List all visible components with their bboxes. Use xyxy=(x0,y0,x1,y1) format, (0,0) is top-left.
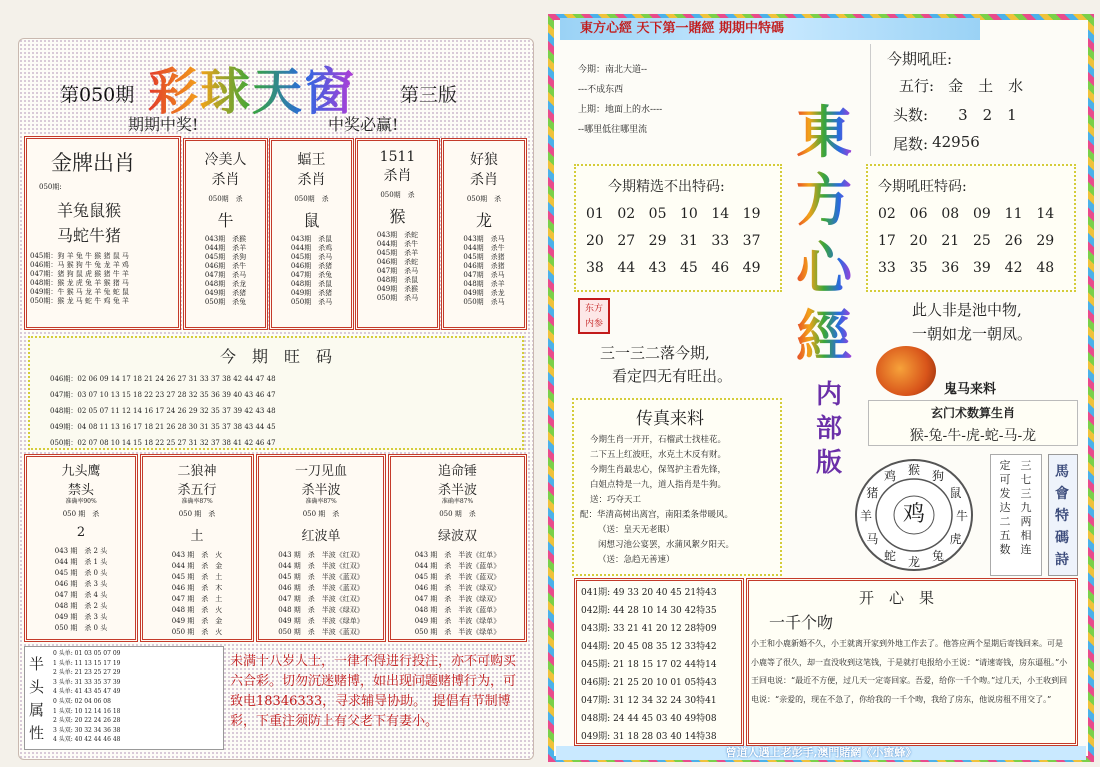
bottom-row: 043 期 杀 火 xyxy=(171,551,223,559)
kill-row: 049期 杀猪 xyxy=(204,289,247,297)
slogan-2: 中奖必赢! xyxy=(328,115,399,134)
seal-box xyxy=(1048,454,1078,576)
logo-char: 東方心經 xyxy=(796,101,852,370)
bottom-big: 2 xyxy=(76,525,86,540)
chuanzhen-line: （送：急趋无善速） xyxy=(598,555,675,565)
feichi-box xyxy=(912,298,1032,346)
bottom-row: 050 期 杀 火 xyxy=(171,628,223,636)
zodiac-ring-sign: 蛇 xyxy=(883,548,896,563)
jingxuan-number: 43 xyxy=(648,260,667,276)
bottom-header: 050 期 杀 xyxy=(439,510,476,518)
zodiac-ring-sign: 鸡 xyxy=(883,469,896,484)
bottom-row: 050 期 杀 0 头 xyxy=(54,624,108,632)
jingxuan-title: 今期精选不出特码: xyxy=(608,179,725,195)
jingxuan-number: 01 xyxy=(586,206,604,222)
kaixin-title: 开 心 果 xyxy=(859,589,935,607)
kill-title: 冷美人 xyxy=(204,152,247,168)
houwang-number: 17 xyxy=(878,233,896,249)
jinpai-row: 045期：狗 羊 兔 牛 猴 猪 鼠 马 xyxy=(30,252,129,260)
chuanzhen-line: 配：华清高树出离宫，南阳柔条带暖风。 xyxy=(580,510,734,520)
kill-row: 049期 杀龙 xyxy=(463,289,505,297)
houwang-number: 09 xyxy=(972,206,991,222)
bottom-row: 049 期 杀 半波《绿单》 xyxy=(414,617,501,625)
jingxuan-number: 20 xyxy=(586,233,604,249)
bottom-row: 047 期 杀 半波《红双》 xyxy=(278,595,364,603)
houwang-number: 42 xyxy=(1004,260,1023,276)
kill-row: 049期 杀猪 xyxy=(290,289,333,297)
kill-row: 046期 杀猪 xyxy=(290,262,333,270)
chuanzhen-line: 白姐点特是一九，道人指肖是牛狗。 xyxy=(590,480,727,490)
kill-panel-fuwang xyxy=(269,138,354,330)
kaixin-story-title: 一千个吻 xyxy=(769,613,834,632)
kaixin-text: 小王和小鹿新婚不久，小王就离开家到外地工作去了。他答应两个星期后寄钱回来。可是小鹿等了很久，却一直没收到这笔钱，于是就打电报给小王说：“请速寄钱，房东逼租。”小王回电说：“最近不方便，过几天一定寄回家。吾爱，给你一千个吻。”过几天，小王收到回电说：“亲爱的，现在不急了，你给我的一千个吻，我给了房东，他说房租不用交了。” xyxy=(751,639,1068,704)
jingxuan-number: 38 xyxy=(586,260,604,276)
kill-sub: 杀肖 xyxy=(297,172,326,188)
jinpai-title: 金牌出肖 xyxy=(51,151,135,175)
bottom-panel-yidaojianxue xyxy=(256,454,386,642)
kill-row: 050期 杀马 xyxy=(290,298,333,306)
bottom-row: 045 期 杀 0 头 xyxy=(54,569,108,577)
kill-row: 047期 杀马 xyxy=(463,271,505,279)
kill-row: 043期 杀鼠 xyxy=(290,235,333,243)
xuanmen-list: 猴-兔-牛-虎-蛇-马-龙 xyxy=(909,428,1037,444)
bottom-row: 048 期 杀 2 头 xyxy=(54,602,108,610)
kill-row: 046期 杀蛇 xyxy=(376,258,419,266)
wangma-row: 050期：02 07 08 10 14 15 18 22 25 27 31 32 37 38 41 42 46 47 xyxy=(50,439,276,447)
kill-big: 猴 xyxy=(389,207,406,226)
shuxing-row: 4 头单: 41 43 45 47 49 xyxy=(53,688,121,696)
kill-row: 047期 杀马 xyxy=(376,267,419,275)
bottom-accuracy: 准确率87% xyxy=(441,498,474,505)
kill-header: 050期 杀 xyxy=(294,195,329,203)
kill-row: 050期 杀马 xyxy=(376,294,419,302)
banner-text: 東方心經 天下第一賭經 期期中特碼 xyxy=(580,21,785,36)
houwang-grid xyxy=(878,206,1068,276)
bottom-row: 050 期 杀 半波《绿单》 xyxy=(414,628,501,636)
riddle-box xyxy=(578,60,738,152)
verse-line: 定可发达二五数 xyxy=(999,459,1011,556)
houwang-number: 39 xyxy=(972,260,991,276)
bottom-accuracy: 准确率90% xyxy=(65,498,97,505)
houwang-panel xyxy=(866,164,1076,292)
footer-bar xyxy=(556,746,1086,760)
kill-row: 047期 杀马 xyxy=(204,271,247,279)
jingxuan-number: 46 xyxy=(711,260,730,276)
kill-title: 好狼 xyxy=(470,152,498,168)
jingxuan-number: 27 xyxy=(617,233,636,249)
slogan-1: 期期中奖! xyxy=(128,115,199,134)
bottom-row: 044 期 杀 半波《蓝单》 xyxy=(414,562,501,570)
kill-row: 045期 杀狗 xyxy=(204,253,247,261)
houwang-number: 08 xyxy=(941,206,960,222)
bottom-row: 047 期 杀 4 头 xyxy=(54,591,108,599)
kill-row: 043期 杀猴 xyxy=(204,235,247,243)
xuanwang-box xyxy=(870,44,1080,156)
wangma-panel xyxy=(28,336,524,450)
notice-text: 未满十八岁人士，一律不得进行投注，亦不可购买六合彩。切勿沉迷赌博，如出现问题赌博行为，可致电18346333，寻求辅导协助。 提倡有节制博彩，下重注须防上有父老下有妻小。 xyxy=(230,654,517,729)
shuxing-row: 0 头双: 02 04 06 08 xyxy=(53,697,111,705)
history-row: 048期: 24 44 45 03 40 49特08 xyxy=(581,714,717,724)
bottom-row: 043 期 杀 半波《红单》 xyxy=(414,551,501,559)
jinpai-row: 050期：猴 龙 马 蛇 牛 鸡 兔 羊 xyxy=(30,297,129,305)
kill-row: 050期 杀兔 xyxy=(204,298,247,306)
bottom-row: 047 期 杀 土 xyxy=(171,595,223,603)
jingxuan-number: 14 xyxy=(711,206,730,222)
riddle-line: ---不成东西 xyxy=(578,85,624,95)
riddle-line: 上期：地面上的水---- xyxy=(578,105,663,115)
bottom-big: 土 xyxy=(190,529,204,544)
kill-row: 047期 杀兔 xyxy=(290,271,333,279)
guima-label: 鬼马来料 xyxy=(944,382,997,397)
houwang-number: 35 xyxy=(909,260,928,276)
kill-title: 蝠王 xyxy=(297,152,326,168)
jingxuan-number: 37 xyxy=(742,233,761,249)
bottom-row: 049 期 杀 半波《绿单》 xyxy=(278,617,364,625)
bottom-row: 046 期 杀 3 头 xyxy=(54,580,108,588)
history-panel xyxy=(574,578,744,746)
bottom-header: 050 期 杀 xyxy=(302,510,340,518)
bottom-row: 048 期 杀 半波《蓝单》 xyxy=(414,606,501,614)
bottom-row: 048 期 杀 火 xyxy=(171,606,223,614)
kill-header: 050期 杀 xyxy=(208,195,243,203)
sanyi-line: 三一三二落今期, xyxy=(600,344,710,362)
seal-text: 馬會特碼詩 xyxy=(1055,464,1069,568)
jingxuan-number: 49 xyxy=(742,260,761,276)
houwang-number: 26 xyxy=(1004,233,1023,249)
history-row: 041期: 49 33 20 40 45 21特43 xyxy=(581,588,717,598)
feichi-line: 一朝如龙一朝凤。 xyxy=(912,325,1033,343)
wangma-row: 048期：02 05 07 11 12 14 16 17 24 26 29 32 35 37 39 42 43 48 xyxy=(50,407,276,415)
wuxing-label: 五行: xyxy=(899,77,935,95)
bottom-row: 049 期 杀 金 xyxy=(171,617,223,625)
bottom-row: 050 期 杀 半波《蓝双》 xyxy=(278,628,364,636)
houwang-number: 20 xyxy=(909,233,928,249)
top-banner xyxy=(560,18,980,40)
bottom-row: 044 期 杀 金 xyxy=(171,562,223,570)
jingxuan-number: 45 xyxy=(680,260,698,276)
houwang-number: 29 xyxy=(1036,233,1055,249)
kill-row: 045期 杀羊 xyxy=(376,249,419,257)
sanyi-line: 看定四无有旺出。 xyxy=(612,367,733,385)
riddle-line: 今期：南北大道-- xyxy=(578,65,648,75)
zodiac-ring-sign: 牛 xyxy=(955,509,968,523)
kill-row: 048期 杀羊 xyxy=(463,280,505,288)
zodiac-ring-sign: 龙 xyxy=(907,555,920,569)
wangma-row: 049期：04 08 11 13 16 17 18 21 26 28 30 31 35 37 38 43 44 45 xyxy=(50,423,276,431)
jinpai-row: 049期：牛 猴 马 龙 羊 兔 蛇 鼠 xyxy=(30,288,129,296)
zodiac-ring-sign: 猴 xyxy=(907,463,920,477)
feichi-line: 此人非是池中物, xyxy=(912,301,1022,319)
history-row: 044期: 20 45 08 35 12 33特42 xyxy=(581,642,717,652)
tiger-icon xyxy=(876,346,936,396)
bottom-row: 044 期 杀 半波《红双》 xyxy=(278,562,364,570)
kill-row: 044期 杀鸡 xyxy=(290,244,333,252)
wangma-row: 046期：02 06 09 14 17 18 21 24 26 27 31 33 37 38 42 44 47 48 xyxy=(50,375,276,383)
history-row: 042期: 44 28 10 14 30 42特35 xyxy=(581,606,717,616)
wuxing-value: 金 土 水 xyxy=(948,77,1024,95)
bottom-row: 044 期 杀 1 头 xyxy=(54,558,108,566)
jinpai-row: 048期：猴 龙 虎 兔 羊 猴 猪 马 xyxy=(30,279,129,287)
zodiac-center: 鸡 xyxy=(902,502,925,527)
wei-label: 尾数: xyxy=(893,135,929,153)
kill-sub: 杀肖 xyxy=(383,168,412,184)
xuanwang-title: 今期吼旺: xyxy=(887,50,953,68)
stamp-text: 东方内参 xyxy=(584,304,603,329)
chuanzhen-panel xyxy=(572,398,782,576)
history-row: 043期: 33 21 41 20 12 28特09 xyxy=(581,624,717,634)
bottom-sub: 禁头 xyxy=(67,483,94,498)
verse-line: 三七三九两相连 xyxy=(1020,459,1032,556)
bottom-row: 047 期 杀 半波《绿双》 xyxy=(414,595,501,603)
jingxuan-number: 44 xyxy=(617,260,636,276)
bottom-row: 043 期 杀 2 头 xyxy=(54,547,108,555)
chuanzhen-line: 今期生肖最忠心，保驾护主看先锋， xyxy=(590,465,727,475)
zodiac-wheel xyxy=(852,456,976,574)
kill-sub: 杀肖 xyxy=(211,172,240,188)
riddle-line: --哪里低往哪里流 xyxy=(578,125,648,135)
houwang-number: 11 xyxy=(1004,206,1023,222)
shuxing-label: 半头属性 xyxy=(29,655,45,742)
jingxuan-grid xyxy=(586,206,774,276)
bottom-row: 046 期 杀 木 xyxy=(171,584,223,592)
houwang-number: 14 xyxy=(1036,206,1055,222)
shuxing-row: 3 头双: 30 32 34 36 38 xyxy=(53,726,121,734)
kill-row: 050期 杀马 xyxy=(463,298,505,306)
jingxuan-number: 33 xyxy=(711,233,730,249)
bottom-row: 046 期 杀 半波《蓝双》 xyxy=(278,584,364,592)
jinpai-panel xyxy=(24,136,181,330)
kill-row: 044期 杀羊 xyxy=(204,244,247,252)
chuanzhen-line: 闲想习池公宴罢，水蒲风絮夕阳天。 xyxy=(598,540,735,550)
bottom-row: 043 期 杀 半波《红双》 xyxy=(278,551,364,559)
kill-big: 鼠 xyxy=(303,211,320,230)
chuanzhen-line: 二下五上红波旺，水克土木反有财。 xyxy=(590,450,727,460)
houwang-number: 06 xyxy=(909,206,928,222)
bottom-title: 九头鹰 xyxy=(61,464,101,479)
kill-row: 045期 杀马 xyxy=(290,253,333,261)
kill-row: 046期 杀牛 xyxy=(204,262,247,270)
bottom-header: 050 期 杀 xyxy=(62,510,100,518)
jinpai-line-1: 羊兔鼠猴 xyxy=(57,201,122,220)
bottom-big: 红波单 xyxy=(301,529,341,544)
kill-panel-lengmeiren xyxy=(183,138,268,330)
zodiac-ring-sign: 兔 xyxy=(931,548,944,563)
bottom-accuracy: 准确率87% xyxy=(181,498,213,505)
kill-row: 046期 杀猪 xyxy=(463,262,505,270)
jinpai-row: 047期：猪 狗 鼠 虎 猴 猪 牛 羊 xyxy=(30,270,129,278)
kill-row: 048期 杀鼠 xyxy=(376,276,419,284)
kill-row: 049期 杀猴 xyxy=(376,285,419,293)
chuanzhen-line: 送：巧夺天工 xyxy=(590,495,642,505)
jinpai-line-2: 马蛇牛猪 xyxy=(57,226,122,245)
kill-row: 044期 杀牛 xyxy=(376,240,419,248)
zodiac-ring-sign: 虎 xyxy=(949,532,962,546)
shuxing-panel xyxy=(24,646,224,750)
bottom-panel-erlangshen xyxy=(140,454,254,642)
wangma-title: 今 期 旺 码 xyxy=(219,347,332,366)
kill-row: 048期 杀鼠 xyxy=(290,280,333,288)
jingxuan-panel xyxy=(574,164,782,292)
bottom-row: 045 期 杀 半波《蓝双》 xyxy=(414,573,501,581)
tou-value: 3 2 1 xyxy=(958,106,1017,124)
bottom-title: 二狼神 xyxy=(177,464,217,479)
houwang-number: 36 xyxy=(941,260,960,276)
bottom-title: 一刀见血 xyxy=(294,464,347,479)
zodiac-ring-sign: 猪 xyxy=(866,486,879,500)
zodiac-ring-sign: 羊 xyxy=(859,509,872,523)
kill-big: 牛 xyxy=(217,211,234,230)
bottom-sub: 杀五行 xyxy=(177,483,217,498)
stamp xyxy=(578,298,610,334)
bottom-row: 045 期 杀 土 xyxy=(171,573,223,581)
houwang-number: 33 xyxy=(878,260,896,276)
bottom-accuracy: 准确率87% xyxy=(305,498,337,505)
jinpai-issue: 050期: xyxy=(39,183,62,191)
edition-label: 第三版 xyxy=(400,84,458,106)
kill-big: 龙 xyxy=(475,211,492,230)
zodiac-ring-sign: 狗 xyxy=(931,469,944,484)
shuxing-row: 3 头单: 31 33 35 37 39 xyxy=(53,678,121,686)
main-title: 彩球天窗 xyxy=(148,52,356,124)
bottom-header: 050 期 杀 xyxy=(178,510,216,518)
jingxuan-number: 19 xyxy=(742,206,761,222)
shuxing-row: 1 头双: 10 12 14 16 18 xyxy=(53,707,121,715)
kill-title: 1511 xyxy=(379,149,416,165)
history-row: 046期: 21 25 20 10 01 05特43 xyxy=(581,678,717,688)
jingxuan-number: 05 xyxy=(648,206,667,222)
kill-row: 048期 杀龙 xyxy=(204,280,247,288)
chuanzhen-line: 今期生肖一开开，石榴武士找桂花。 xyxy=(590,435,727,445)
xuanmen-box xyxy=(868,400,1078,446)
bottom-row: 045 期 杀 半波《蓝双》 xyxy=(278,573,364,581)
wangma-row: 047期：03 07 10 13 15 18 22 23 27 28 32 35 36 39 40 43 46 47 xyxy=(50,391,276,399)
bottom-row: 046 期 杀 半波《绿双》 xyxy=(414,584,501,592)
xuanmen-title: 玄门术数算生肖 xyxy=(930,406,1015,420)
kill-row: 043期 杀蛇 xyxy=(376,231,419,239)
issue-label: 第050期 xyxy=(60,84,135,106)
houwang-number: 21 xyxy=(941,233,960,249)
shuxing-row: 2 头双: 20 22 24 26 28 xyxy=(53,717,121,725)
kill-row: 044期 杀牛 xyxy=(463,244,505,252)
kill-row: 043期 杀马 xyxy=(463,235,505,243)
houwang-number: 48 xyxy=(1036,260,1055,276)
bottom-big: 绿波双 xyxy=(437,529,477,544)
shuxing-row: 2 头单: 21 23 25 27 29 xyxy=(53,669,121,677)
jingxuan-number: 02 xyxy=(617,206,636,222)
kill-row: 045期 杀猪 xyxy=(463,253,505,261)
bottom-panel-jiutouying xyxy=(24,454,138,642)
jingxuan-number: 29 xyxy=(648,233,667,249)
zodiac-ring-sign: 鼠 xyxy=(949,486,962,500)
bottom-title: 追命锤 xyxy=(437,464,477,479)
kaixin-panel xyxy=(746,578,1078,746)
jinpai-row: 046期：马 猴 狗 牛 兔 龙 羊 鸡 xyxy=(30,261,129,269)
wei-value: 42956 xyxy=(932,133,980,151)
jingxuan-number: 31 xyxy=(680,233,698,249)
history-row: 047期: 31 12 34 32 24 30特41 xyxy=(581,696,717,706)
kill-panel-1511 xyxy=(355,138,440,330)
houwang-number: 02 xyxy=(878,206,896,222)
houwang-title: 今期吼旺特码: xyxy=(878,179,967,195)
jingxuan-number: 10 xyxy=(680,206,698,222)
logo-sub: 内部版 xyxy=(815,380,842,478)
bottom-sub: 杀半波 xyxy=(437,483,477,498)
bottom-row: 048 期 杀 半波《绿双》 xyxy=(278,606,364,614)
bottom-sub: 杀半波 xyxy=(301,483,341,498)
kill-header: 050期 杀 xyxy=(380,191,415,199)
bottom-panel-zhuimingchui xyxy=(388,454,527,642)
shuxing-row: 0 头单: 01 03 05 07 09 xyxy=(53,650,121,657)
chuanzhen-title: 传真来料 xyxy=(636,409,704,429)
zodiac-ring-sign: 马 xyxy=(866,532,879,546)
verses-box xyxy=(990,454,1042,576)
kill-panel-haolang xyxy=(441,138,527,330)
kill-header: 050期 杀 xyxy=(466,195,502,203)
history-row: 049期: 31 18 28 03 40 14特38 xyxy=(581,732,717,742)
history-row: 045期: 21 18 15 17 02 44特14 xyxy=(581,660,717,670)
kill-sub: 杀肖 xyxy=(470,172,498,188)
chuanzhen-line: （送：皇天无老眼） xyxy=(598,525,675,535)
bottom-row: 049 期 杀 3 头 xyxy=(54,613,108,621)
houwang-number: 25 xyxy=(972,233,991,249)
footer-text: 曾道人遇上老彭手,澳門賭網《小蜜蜂》 xyxy=(725,746,917,759)
tou-label: 头数: xyxy=(893,106,929,124)
sanyi-box xyxy=(600,342,732,388)
shuxing-row: 4 头双: 40 42 44 46 48 xyxy=(53,736,121,744)
shuxing-row: 1 头单: 11 13 15 17 19 xyxy=(53,659,121,667)
